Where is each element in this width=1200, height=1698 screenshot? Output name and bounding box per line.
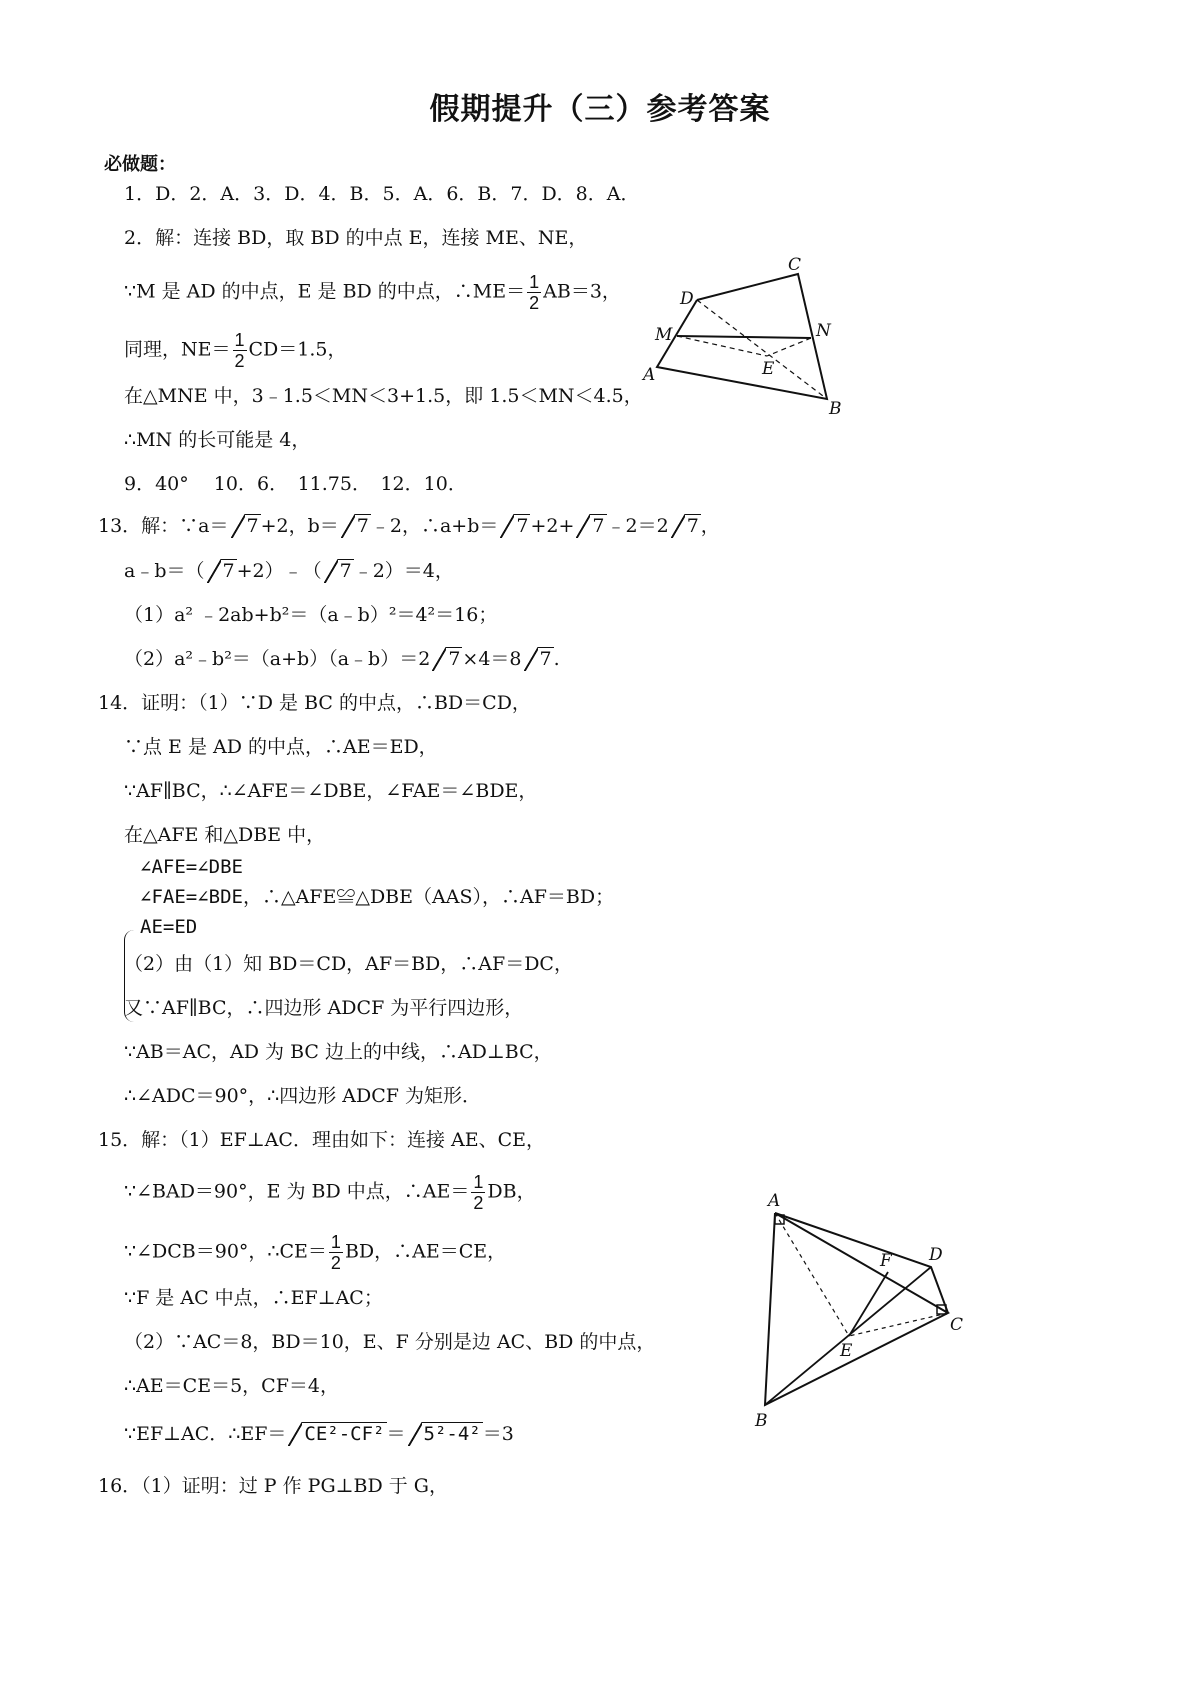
text-run: DB， (487, 1180, 536, 1203)
problem-13-line-3: （1）a² ﹣2ab+b²＝（a﹣b）²＝4²＝16； (124, 604, 498, 626)
radicand: 7 (356, 515, 369, 537)
radicand: 7 (339, 560, 352, 582)
answer-line-9-12: 9．40° 10．6． 11.75． 12．10． (124, 473, 467, 495)
segment-CE (849, 1313, 948, 1336)
equation: ∠FAE=∠BDE (140, 886, 243, 908)
problem-14-line-8: ∵AB＝AC，AD 为 BC 边上的中线，∴AD⊥BC， (124, 1041, 553, 1063)
text-run: ∵∠BAD＝90°，E 为 BD 中点，∴AE＝ (124, 1180, 470, 1203)
label-N: N (816, 321, 831, 341)
text-run: +2）﹣（ (236, 560, 322, 582)
system-eq-2 (140, 882, 614, 912)
text-run: ，∴△AFE≌△DBE（AAS），∴AF＝BD； (242, 886, 615, 908)
problem-14-line-6: （2）由（1）知 BD＝CD，AF＝BD，∴AF＝DC， (124, 953, 573, 975)
problem-14-line-3: ∵AF∥BC，∴∠AFE＝∠DBE，∠FAE＝∠BDE， (124, 780, 538, 802)
text-run: . (553, 648, 560, 670)
sqrt-5-4 (408, 1420, 483, 1448)
figure-quadrilateral-midpoints (640, 250, 870, 420)
page-title: 假期提升（三）参考答案 (429, 92, 771, 127)
text-run: ×4＝8 (462, 648, 522, 670)
text-run: ∵∠DCB＝90°，∴CE＝ (124, 1240, 327, 1263)
text-run: 13．解：∵a＝ (98, 515, 229, 537)
label-D: D (929, 1245, 943, 1265)
fraction-numerator: 1 (330, 1232, 341, 1252)
system-eq-1: ∠AFE=∠DBE (140, 856, 243, 878)
text-run: a﹣b＝（ (124, 560, 205, 582)
sqrt-7 (341, 512, 371, 540)
problem-15-line-6: ∴AE＝CE＝5，CF＝4， (124, 1375, 339, 1397)
system-eq-3: AE=ED (140, 916, 198, 938)
fraction-half (527, 272, 541, 313)
radicand: 7 (448, 648, 461, 670)
problem-14-line-7: 又∵AF∥BC，∴四边形 ADCF 为平行四边形， (124, 997, 524, 1019)
text-run: ∵EF⊥AC．∴EF＝ (124, 1423, 287, 1445)
problem-13-line-2 (124, 557, 454, 585)
radicand: 7 (222, 560, 235, 582)
text-run: 同理，NE＝ (124, 338, 231, 361)
label-C: C (950, 1315, 964, 1335)
fraction-denominator: 2 (529, 293, 540, 313)
radicand: 7 (539, 648, 552, 670)
sqrt-7 (324, 557, 354, 585)
fraction-numerator: 1 (529, 272, 540, 292)
fraction-numerator: 1 (234, 330, 245, 350)
sqrt-ce-cf (288, 1420, 386, 1448)
segment-EF (849, 1272, 888, 1336)
label-F: F (880, 1251, 892, 1271)
fraction-half (471, 1172, 485, 1213)
radicand: 7 (686, 515, 699, 537)
sqrt-7 (576, 512, 606, 540)
label-A: A (768, 1191, 781, 1211)
figure-right-angle-quadrilateral (740, 1190, 990, 1430)
sqrt-7 (432, 645, 462, 673)
problem-15-line-1: 15．解：（1）EF⊥AC．理由如下：连接 AE、CE， (98, 1129, 545, 1151)
text-run: +2+ (530, 515, 575, 537)
label-C: C (788, 255, 802, 275)
problem-2-line-1: 2．解：连接 BD，取 BD 的中点 E，连接 ME、NE， (124, 227, 588, 249)
problem-13-line-1 (98, 512, 720, 540)
fraction-denominator: 2 (473, 1193, 484, 1213)
problem-13-line-4 (124, 645, 560, 673)
label-A: A (643, 365, 656, 385)
problem-15-line-2 (124, 1172, 536, 1213)
label-B: B (755, 1411, 768, 1430)
text-run: CD＝1.5， (248, 338, 347, 361)
text-run: AB＝3， (543, 280, 621, 303)
label-M: M (655, 325, 673, 345)
radicand: 5²-4² (423, 1423, 481, 1445)
text-run: （2）a²﹣b²＝（a+b）（a﹣b）＝2 (124, 648, 431, 670)
radicand: CE²-CF² (304, 1423, 385, 1445)
diagonal-BD (765, 1267, 931, 1405)
segment-AE (775, 1213, 849, 1336)
radicand: 7 (246, 515, 259, 537)
sqrt-7 (231, 512, 261, 540)
problem-15-line-7 (124, 1420, 514, 1448)
text-run: ﹣2，∴a+b＝ (370, 515, 499, 537)
problem-16-line-1: 16．（1）证明：过 P 作 PG⊥BD 于 G， (98, 1475, 448, 1497)
radicand: 7 (516, 515, 529, 537)
label-B: B (829, 399, 842, 419)
segment-ME (677, 336, 767, 356)
fraction-half (329, 1232, 343, 1273)
text-run: ﹣2）＝4， (353, 560, 454, 582)
problem-14-line-2: ∵点 E 是 AD 的中点，∴AE＝ED， (124, 736, 438, 758)
text-run: +2，b＝ (260, 515, 339, 537)
segment-NE (767, 338, 811, 356)
problem-15-line-3 (124, 1232, 506, 1273)
problem-14-line-9: ∴∠ADC＝90°，∴四边形 ADCF 为矩形． (124, 1085, 482, 1107)
fraction-denominator: 2 (330, 1253, 341, 1273)
section-heading: 必做题： (104, 154, 176, 175)
text-run: BD，∴AE＝CE， (344, 1240, 507, 1263)
fraction-denominator: 2 (234, 351, 245, 371)
answer-line-1: 1．D．2．A．3．D．4．B．5．A．6．B．7．D．8．A． (124, 183, 640, 205)
problem-15-line-5: （2）∵AC＝8，BD＝10，E、F 分别是边 AC、BD 的中点， (124, 1331, 656, 1353)
text-run: ， (700, 515, 720, 537)
sqrt-7 (671, 512, 701, 540)
sqrt-7 (500, 512, 530, 540)
fraction-numerator: 1 (473, 1172, 484, 1192)
problem-15-line-4: ∵F 是 AC 中点，∴EF⊥AC； (124, 1287, 383, 1309)
fraction-half (233, 330, 247, 371)
text-run: ﹣2＝2 (606, 515, 669, 537)
problem-2-line-3 (124, 330, 347, 371)
problem-2-line-4: 在△MNE 中，3﹣1.5＜MN＜3+1.5，即 1.5＜MN＜4.5， (124, 385, 643, 407)
problem-14-line-4: 在△AFE 和△DBE 中， (124, 824, 326, 846)
radicand: 7 (592, 515, 605, 537)
text-run: ＝3 (482, 1423, 514, 1445)
problem-14-line-1: 14．证明：（1）∵D 是 BC 的中点，∴BD＝CD， (98, 692, 531, 714)
sqrt-7 (524, 645, 554, 673)
problem-2-line-5: ∴MN 的长可能是 4， (124, 429, 311, 451)
sqrt-7 (207, 557, 237, 585)
problem-2-line-2 (124, 272, 621, 313)
text-run: ∵M 是 AD 的中点，E 是 BD 的中点，∴ME＝ (124, 280, 526, 303)
label-D: D (680, 289, 694, 309)
text-run: ＝ (386, 1423, 406, 1445)
segment-MN (677, 336, 811, 338)
label-E: E (762, 359, 775, 379)
label-E: E (840, 1341, 853, 1361)
